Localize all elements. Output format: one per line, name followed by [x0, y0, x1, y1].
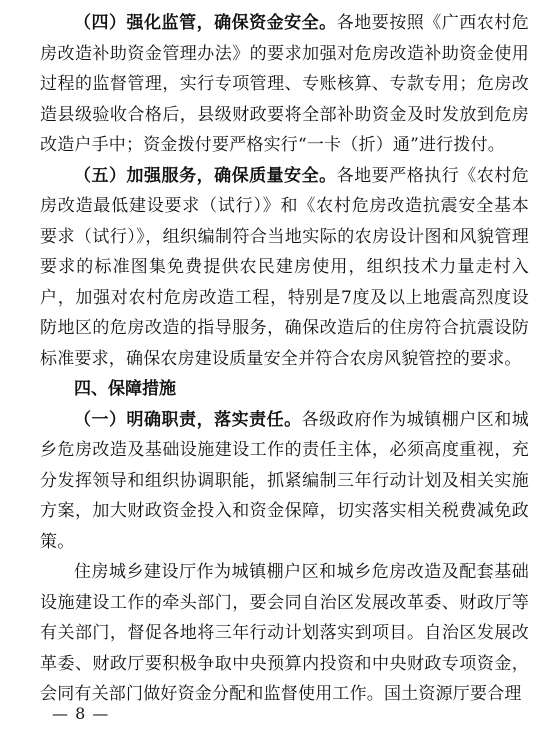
paragraph-lead: （五）加强服务，确保质量安全。	[74, 165, 337, 186]
paragraph-housing-department	[40, 557, 529, 710]
page-number: — 8 —	[52, 704, 110, 723]
paragraph-body: 各地要按照《广西农村危房改造补助资金管理办法》的要求加强对危房改造补助资金使用过程的监督管理，实行专项管理、专账核算、专款专用；危房改造县级验收合格后，县级财政要将全部补助资金及时发放到危房改造户手中；资金拨付要严格实行“一卡（折）通”进行拨付。	[40, 13, 530, 155]
paragraph-strengthen-supervision	[40, 8, 529, 161]
paragraph-body: 各级政府作为城镇棚户区和城乡危房改造及基础设施建设工作的责任主体，必须高度重视，充分发挥领导和组织协调职能，抓紧编制三年行动计划及相关实施方案，加大财政资金投入和资金保障，切实落实相关税费减免政策。	[40, 409, 529, 552]
paragraph-body: 住房城乡建设厅作为城镇棚户区和城乡危房改造及配套基础设施建设工作的牵头部门，要会同自治区发展改革委、财政厅等有关部门，督促各地将三年行动计划落实到项目。自治区发展改革委、财政厅要积极争取中央预算内投资和中央财政专项资金，会同有关部门做好资金分配和监督使用工作。国土资源厅要合理	[40, 562, 529, 704]
paragraph-strengthen-service	[40, 161, 529, 375]
paragraph-lead: （四）强化监管，确保资金安全。	[74, 13, 337, 33]
paragraph-lead: （一）明确职责，落实责任。	[74, 409, 302, 430]
section-heading: 四、保障措施	[74, 379, 176, 399]
paragraph-body: 各地要严格执行《农村危房改造最低建设要求（试行）》和《农村危房改造抗震安全基本要求（试行）》，组织编制符合当地实际的农房设计图和风貌管理要求的标准图集免费提供农民建房使用，组织技术力量走村入户，加强对农村危房改造工程，特别是7度及以上地震高烈度设防地区的危房改造的指导服务，确保改造后的住房符合抗震设防标准要求，确保农房建设质量安全并符合农房风貌管控的要求。	[40, 165, 530, 369]
paragraph-clarify-duties	[40, 405, 529, 558]
